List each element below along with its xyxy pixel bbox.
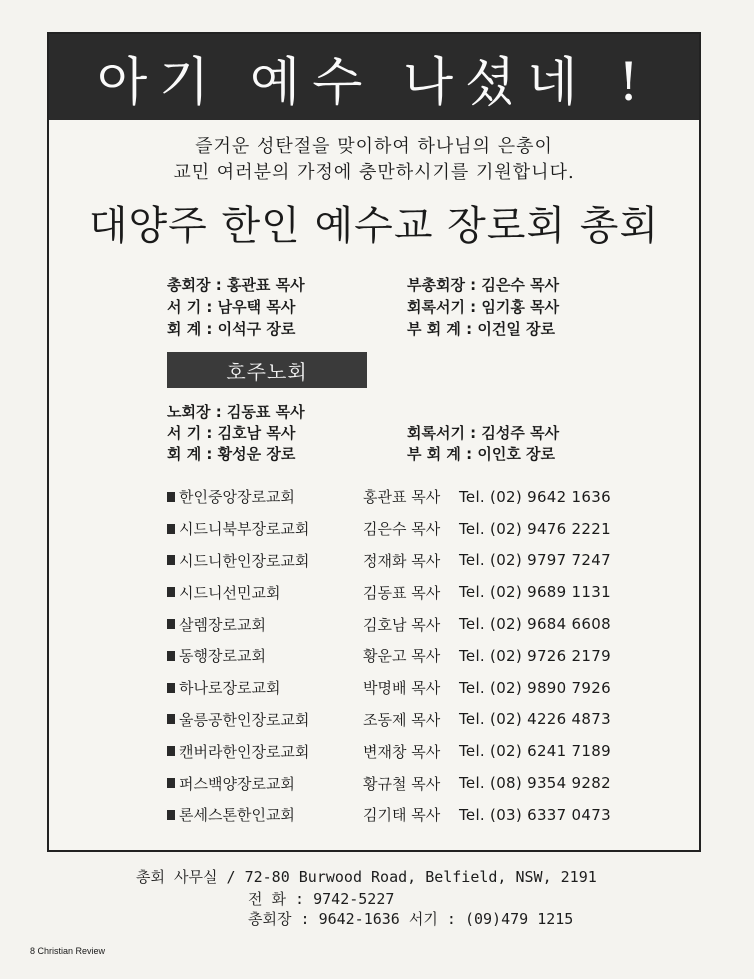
church-tel: Tel. (02) 9642 1636 — [459, 487, 611, 506]
church-tel: Tel. (02) 9689 1131 — [459, 583, 611, 602]
page-label: 8 Christian Review — [30, 946, 106, 956]
church-name: 캔버라한인장로교회 — [179, 742, 310, 761]
church-row — [167, 608, 637, 640]
church-row — [167, 545, 637, 577]
square-bullet-icon — [167, 746, 175, 756]
church-pastor: 홍관표 목사 — [363, 488, 441, 507]
church-pastor: 김기태 목사 — [363, 806, 441, 825]
square-bullet-icon — [167, 810, 175, 820]
square-bullet-icon — [167, 555, 175, 565]
church-name: 시드니한인장로교회 — [179, 551, 310, 570]
church-row — [167, 767, 637, 799]
officer-left: 서 기 : 남우택 목사 — [167, 298, 296, 316]
presbytery-row — [167, 444, 637, 465]
church-name: 살렘장로교회 — [179, 615, 266, 634]
advertisement-frame — [47, 32, 701, 852]
officer-right: 부총회장 : 김은수 목사 — [407, 276, 560, 294]
org-title: 대양주 한인 예수교 장로회 총회 — [88, 203, 660, 249]
church-name: 론세스톤한인교회 — [179, 806, 295, 825]
church-pastor: 황운고 목사 — [363, 647, 441, 666]
presbytery-row — [167, 423, 637, 444]
church-tel: Tel. (02) 9726 2179 — [459, 646, 611, 665]
presbytery-right: 부 회 계 : 이인호 장로 — [407, 445, 556, 463]
church-name: 울릉공한인장로교회 — [179, 710, 310, 729]
office-phone: 전 화 : 9742-5227 — [248, 890, 395, 908]
church-tel: Tel. (02) 9890 7926 — [459, 678, 611, 697]
square-bullet-icon — [167, 524, 175, 534]
general-assembly-officers — [167, 274, 637, 340]
church-row — [167, 513, 637, 545]
church-pastor: 황규철 목사 — [363, 774, 441, 793]
officer-left: 총회장 : 홍관표 목사 — [167, 276, 305, 294]
greeting-line-2: 교민 여러분의 가정에 충만하시기를 기원합니다. — [173, 162, 575, 183]
officer-left: 회 계 : 이석구 장로 — [167, 320, 296, 338]
office-address: 총회 사무실 / 72-80 Burwood Road, Belfield, NSW, 2191 — [136, 868, 597, 886]
church-name: 한인중앙장로교회 — [179, 488, 295, 507]
church-row — [167, 704, 637, 736]
church-tel: Tel. (02) 9476 2221 — [459, 519, 611, 538]
square-bullet-icon — [167, 714, 175, 724]
officer-row — [167, 274, 637, 296]
church-name: 동행장로교회 — [179, 647, 266, 666]
church-tel: Tel. (02) 4226 4873 — [459, 710, 611, 729]
square-bullet-icon — [167, 778, 175, 788]
church-tel: Tel. (03) 6337 0473 — [459, 805, 611, 824]
presbytery-left: 노회장 : 김동표 목사 — [167, 403, 305, 421]
church-row — [167, 799, 637, 831]
church-pastor: 김은수 목사 — [363, 520, 441, 539]
church-name: 시드니선민교회 — [179, 583, 281, 602]
church-tel: Tel. (02) 9797 7247 — [459, 551, 611, 570]
church-pastor: 김호남 목사 — [363, 615, 441, 634]
church-tel: Tel. (02) 6241 7189 — [459, 742, 611, 761]
church-pastor: 조동제 목사 — [363, 710, 441, 729]
officer-row — [167, 296, 637, 318]
church-row — [167, 640, 637, 672]
church-pastor: 정재화 목사 — [363, 551, 441, 570]
church-pastor: 김동표 목사 — [363, 583, 441, 602]
square-bullet-icon — [167, 651, 175, 661]
square-bullet-icon — [167, 492, 175, 502]
officer-right: 회록서기 : 임기홍 목사 — [407, 298, 560, 316]
president-phone: 총회장 : 9642-1636 서기 : (09)479 1215 — [248, 910, 574, 928]
church-name: 퍼스백양장로교회 — [179, 774, 295, 793]
officer-row — [167, 318, 637, 340]
church-list — [167, 481, 637, 831]
banner-title: 아기 예수 나셨네 ! — [49, 34, 699, 120]
church-name: 시드니북부장로교회 — [179, 520, 310, 539]
church-tel: Tel. (02) 9684 6608 — [459, 615, 611, 634]
square-bullet-icon — [167, 587, 175, 597]
church-row — [167, 576, 637, 608]
greeting-line-1: 즐거운 성탄절을 맞이하여 하나님의 은총이 — [195, 136, 553, 157]
presbytery-header: 호주노회 — [167, 352, 367, 388]
presbytery-left: 서 기 : 김호남 목사 — [167, 424, 296, 442]
greeting-text — [49, 134, 699, 186]
square-bullet-icon — [167, 683, 175, 693]
church-row — [167, 672, 637, 704]
church-pastor: 박명배 목사 — [363, 679, 441, 698]
church-name: 하나로장로교회 — [179, 679, 281, 698]
church-pastor: 변재창 목사 — [363, 742, 441, 761]
church-row — [167, 481, 637, 513]
presbytery-right: 회록서기 : 김성주 목사 — [407, 424, 560, 442]
presbytery-left: 회 계 : 황성운 장로 — [167, 445, 296, 463]
square-bullet-icon — [167, 619, 175, 629]
presbytery-officers — [167, 402, 637, 465]
church-tel: Tel. (08) 9354 9282 — [459, 774, 611, 793]
church-row — [167, 735, 637, 767]
officer-right: 부 회 계 : 이건일 장로 — [407, 320, 556, 338]
presbytery-row — [167, 402, 637, 423]
